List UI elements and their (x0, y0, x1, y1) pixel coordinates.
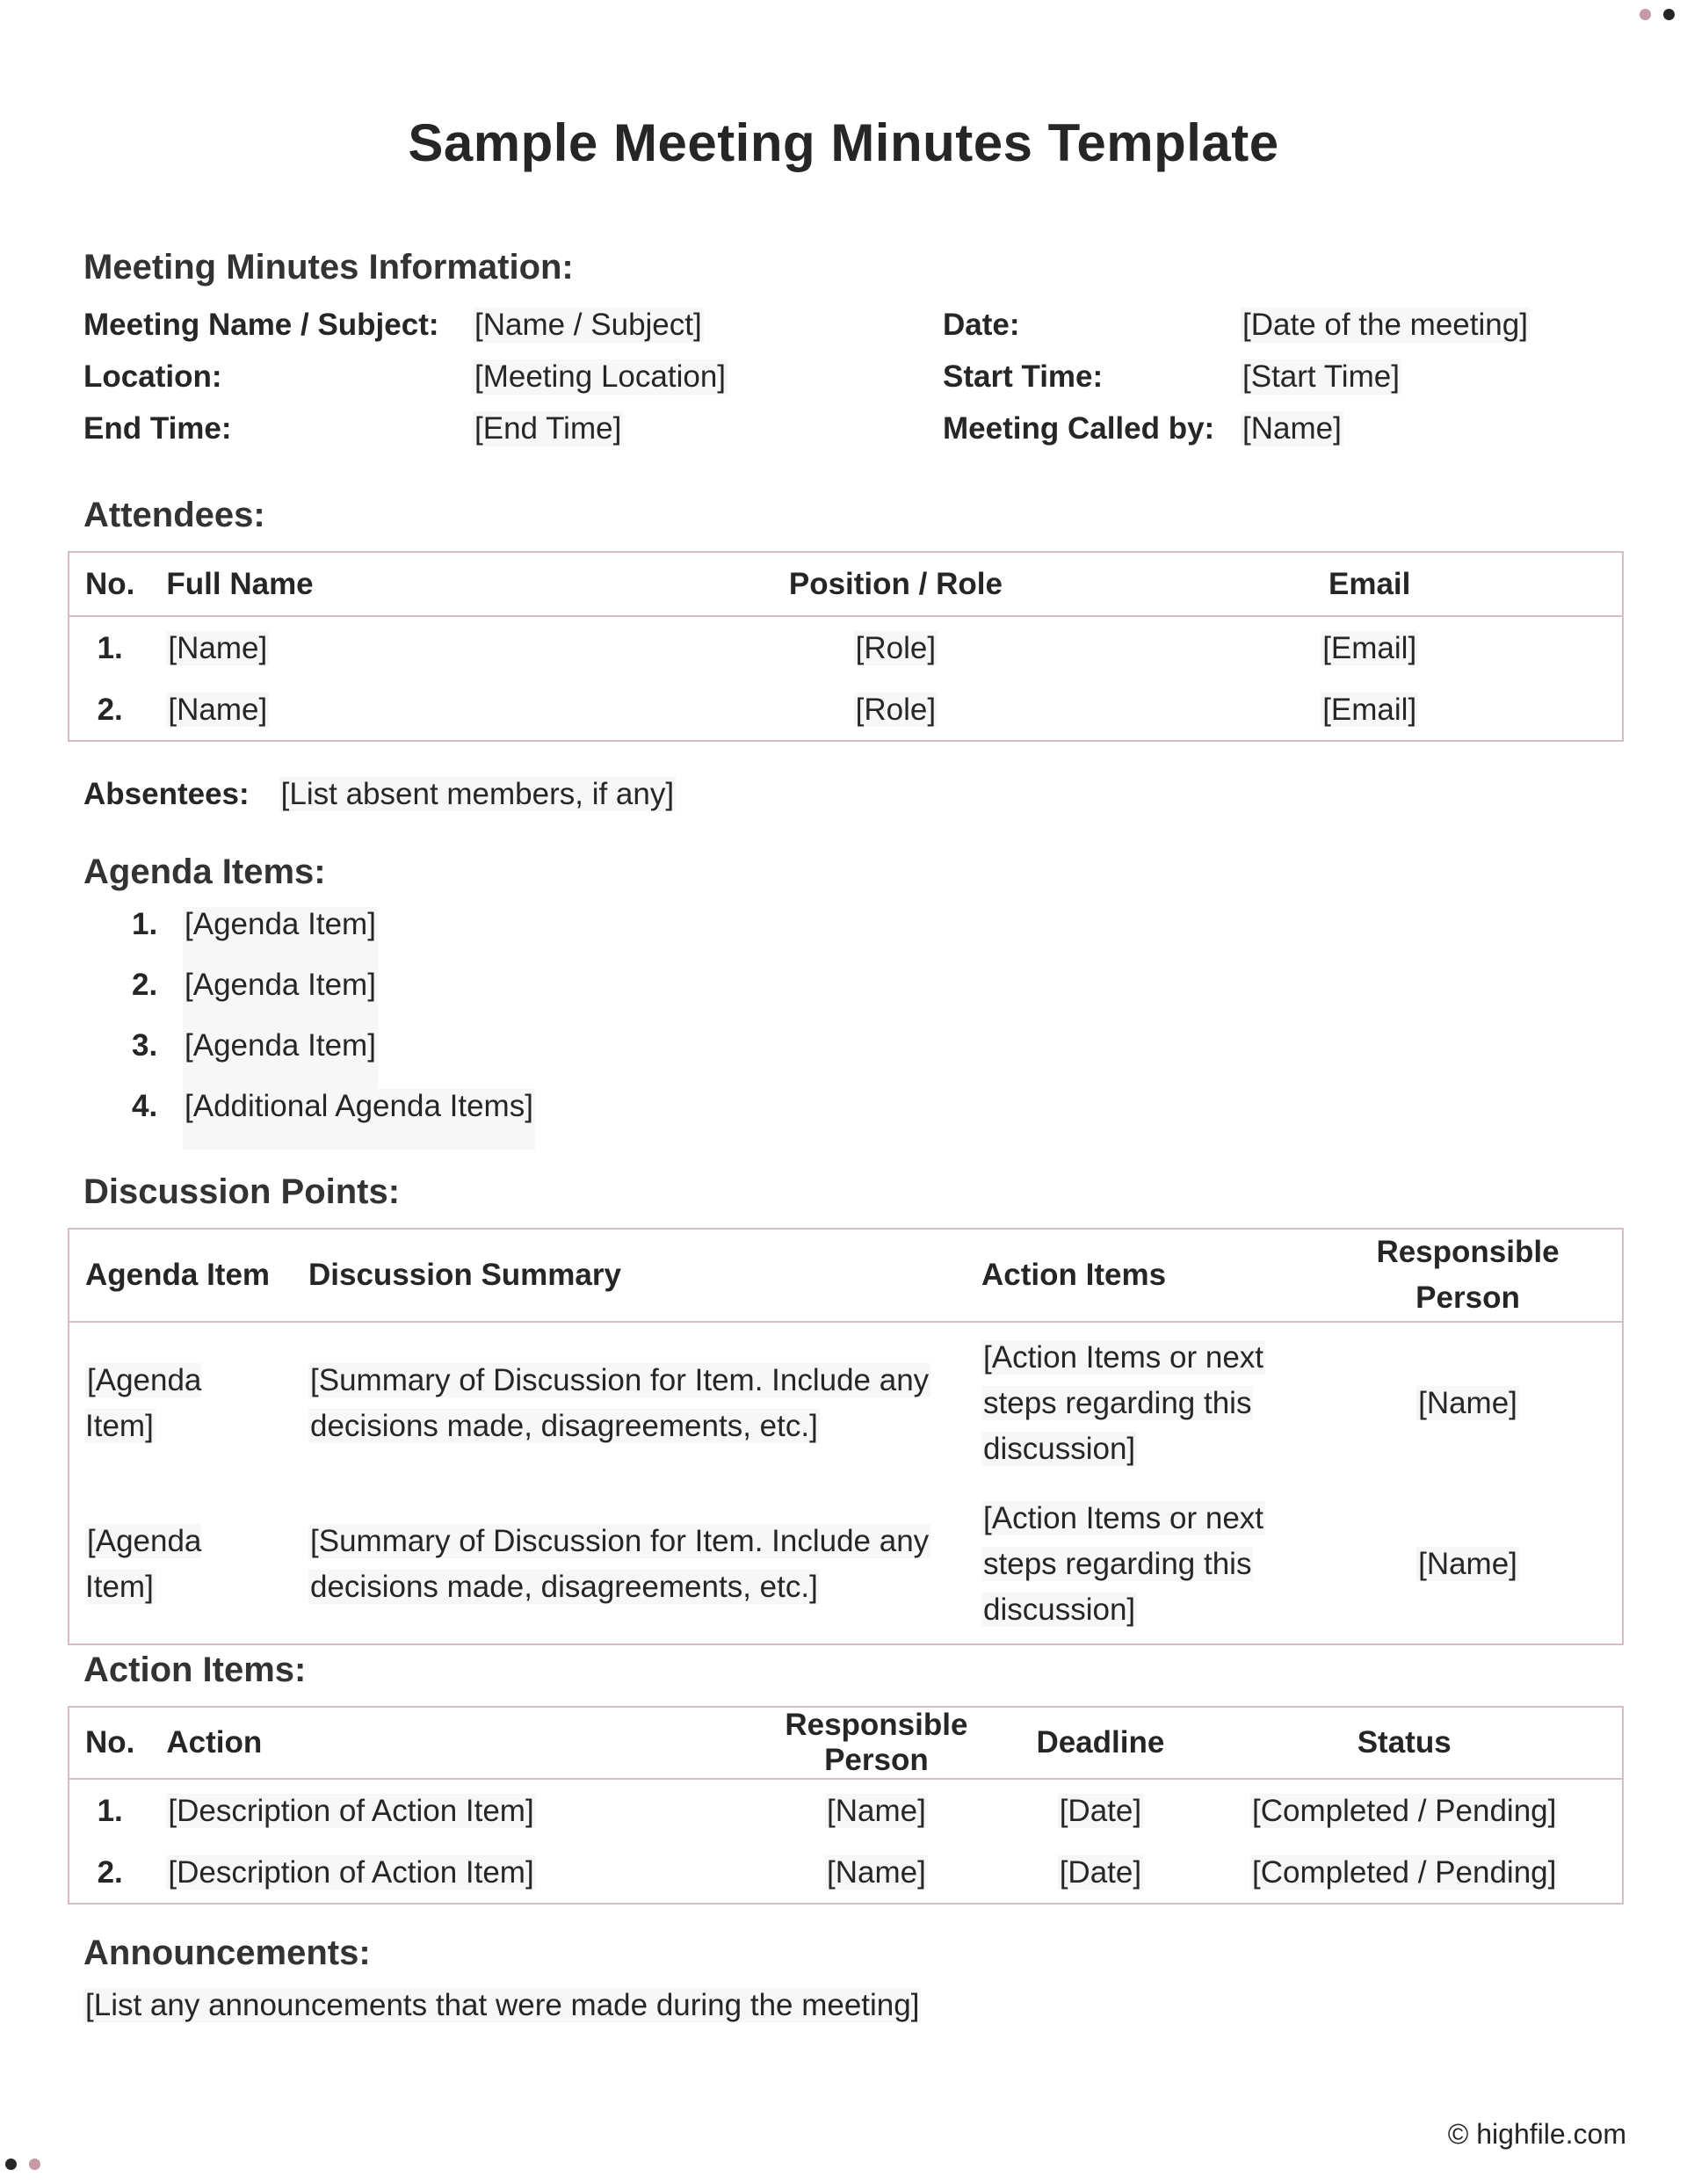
list-item (132, 907, 535, 968)
column-header: Position / Role (788, 566, 1003, 601)
agenda-item-field[interactable]: [Additional Agenda Items] (183, 1089, 535, 1150)
cell-action[interactable]: [Description of Action Item] (168, 1793, 534, 1828)
table-row (69, 1322, 1623, 1484)
discussion-table (68, 1228, 1624, 1645)
column-header: Action Items (981, 1258, 1167, 1292)
cell-person[interactable]: [Name] (826, 1793, 926, 1828)
dot-icon (1663, 9, 1675, 20)
column-header: Deadline (1036, 1725, 1165, 1760)
column-header: Status (1357, 1725, 1452, 1760)
list-item (132, 968, 535, 1028)
column-header: Email (1329, 566, 1411, 601)
absentees-line (83, 777, 676, 812)
absentees-field[interactable]: [List absent members, if any] (280, 777, 675, 811)
info-heading: Meeting Minutes Information: (83, 248, 574, 287)
cell-deadline[interactable]: [Date] (1059, 1854, 1142, 1890)
dot-icon (29, 2159, 40, 2170)
attendees-heading: Attendees: (83, 496, 265, 534)
attendees-table (68, 551, 1624, 742)
info-value-field[interactable]: [Meeting Location] (474, 359, 727, 394)
announcements-heading: Announcements: (83, 1934, 371, 1972)
table-row (69, 1842, 1623, 1904)
row-number: 1. (97, 630, 123, 665)
info-label: Date: (943, 308, 1020, 342)
column-header: No. (85, 566, 135, 601)
item-number: 2. (132, 968, 158, 1002)
page-title: Sample Meeting Minutes Template (408, 113, 1279, 172)
table-header-row (69, 1229, 1623, 1322)
list-item (132, 1089, 535, 1150)
table-row (69, 616, 1623, 679)
cell-email[interactable]: [Email] (1322, 630, 1417, 665)
info-label: Meeting Called by: (943, 411, 1215, 446)
meeting-info (83, 308, 1612, 463)
table-row (69, 1779, 1623, 1842)
cell-person[interactable]: [Name] (826, 1854, 926, 1890)
item-number: 3. (132, 1028, 158, 1063)
cell-status[interactable]: [Completed / Pending] (1252, 1793, 1557, 1828)
agenda-list (132, 907, 535, 1150)
info-label: End Time: (83, 411, 232, 446)
absentees-label: Absentees: (83, 777, 250, 811)
dot-icon (5, 2159, 17, 2170)
info-label: Location: (83, 359, 222, 394)
cell-agenda-item[interactable]: [Agenda Item] (85, 1363, 202, 1443)
cell-actions[interactable]: [Action Items or next steps regarding this discussion] (983, 1340, 1264, 1466)
item-number: 1. (132, 907, 158, 941)
decorative-dots-bottom (5, 2159, 40, 2170)
cell-agenda-item[interactable]: [Agenda Item] (85, 1523, 202, 1604)
cell-person[interactable]: [Name] (1418, 1546, 1517, 1581)
list-item (132, 1028, 535, 1089)
cell-actions[interactable]: [Action Items or next steps regarding this discussion] (983, 1500, 1264, 1627)
row-number: 1. (97, 1793, 123, 1828)
footer-copyright: © highfile.com (1447, 2118, 1626, 2150)
info-value-field[interactable]: [Name] (1242, 411, 1342, 446)
cell-summary[interactable]: [Summary of Discussion for Item. Include any decisions made, disagreements, etc.] (310, 1523, 930, 1604)
action-items-table (68, 1706, 1624, 1905)
cell-role[interactable]: [Role] (855, 630, 937, 665)
cell-summary[interactable]: [Summary of Discussion for Item. Include any decisions made, disagreements, etc.] (310, 1363, 930, 1443)
discussion-heading: Discussion Points: (83, 1172, 401, 1211)
info-value-field[interactable]: [Date of the meeting] (1242, 308, 1528, 342)
decorative-dots-top (1640, 9, 1675, 20)
column-header: Full Name (166, 566, 314, 601)
row-number: 2. (97, 1854, 123, 1890)
cell-status[interactable]: [Completed / Pending] (1252, 1854, 1557, 1890)
agenda-item-field[interactable]: [Agenda Item] (183, 968, 378, 1028)
agenda-item-field[interactable]: [Agenda Item] (183, 907, 378, 968)
info-row (83, 359, 1612, 411)
cell-action[interactable]: [Description of Action Item] (168, 1854, 534, 1890)
table-row (69, 679, 1623, 741)
agenda-item-field[interactable]: [Agenda Item] (183, 1028, 378, 1089)
row-number: 2. (97, 692, 123, 727)
column-header: No. (85, 1725, 135, 1760)
cell-deadline[interactable]: [Date] (1059, 1793, 1142, 1828)
cell-person[interactable]: [Name] (1418, 1386, 1517, 1420)
info-value-field[interactable]: [End Time] (474, 411, 622, 446)
info-value-field[interactable]: [Name / Subject] (474, 308, 702, 342)
column-header: Agenda Item (85, 1258, 271, 1292)
item-number: 4. (132, 1089, 158, 1123)
cell-name[interactable]: [Name] (168, 692, 268, 727)
column-header: Action (166, 1725, 263, 1760)
cell-email[interactable]: [Email] (1322, 692, 1417, 727)
table-header-row (69, 1707, 1623, 1779)
info-value-field[interactable]: [Start Time] (1242, 359, 1400, 394)
info-label: Start Time: (943, 359, 1104, 394)
info-row (83, 308, 1612, 359)
info-label: Meeting Name / Subject: (83, 308, 439, 342)
cell-name[interactable]: [Name] (168, 630, 268, 665)
action-items-heading: Action Items: (83, 1651, 307, 1689)
table-row (69, 1484, 1623, 1644)
column-header: Discussion Summary (308, 1258, 621, 1292)
dot-icon (1640, 9, 1651, 20)
announcements-field[interactable]: [List any announcements that were made during the meeting] (85, 1988, 920, 2022)
table-header-row (69, 552, 1623, 616)
info-row (83, 411, 1612, 463)
column-header: Responsible Person (1376, 1235, 1560, 1315)
agenda-heading: Agenda Items: (83, 853, 326, 891)
column-header: Responsible Person (785, 1708, 968, 1777)
cell-role[interactable]: [Role] (855, 692, 937, 727)
